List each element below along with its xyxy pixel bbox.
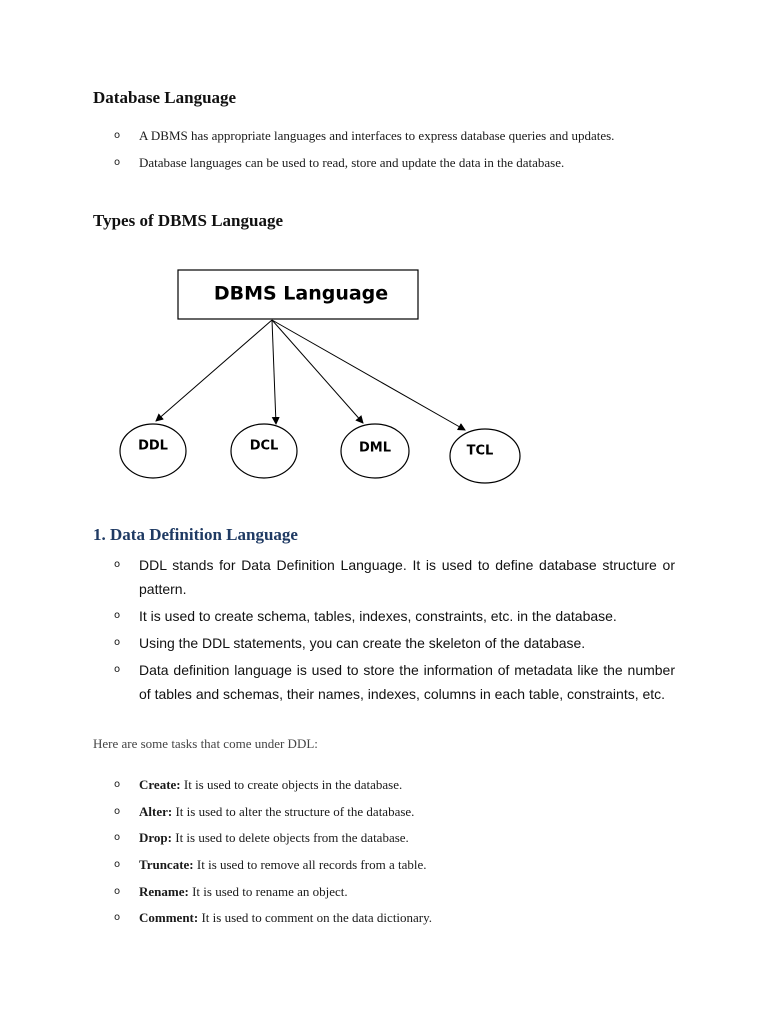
task-description: It is used to rename an object. [192,883,348,899]
task-description: It is used to create objects in the database. [183,777,403,792]
dcl-label: DCL [249,438,279,454]
bullet-marker: o [114,859,121,871]
task-term: Rename: [139,883,189,899]
bullet-text: Using the DDL statements, you can create the skeleton of the database. [139,635,586,651]
arrow-to-tcl [272,320,465,430]
task-description: It is used to remove all records from a table. [196,857,427,873]
task-description: It is used to comment on the data dictionary. [201,910,433,926]
tcl-label: TCL [466,443,494,459]
task-term: Create: [139,777,181,792]
task-term: Comment: [139,910,199,926]
dbms-language-diagram [0,0,768,500]
arrow-to-ddl [156,320,272,421]
ddl-tasks-list [114,776,675,936]
list-item [114,553,675,601]
root-label: DBMS Language [213,282,389,305]
bullet-marker: o [114,832,121,844]
bullet-text: A DBMS has appropriate languages and interfaces to express database queries and updates. [139,128,615,143]
arrow-to-dcl [272,320,276,424]
ddl-bullets [114,553,675,709]
list-item [114,658,675,706]
list-item [114,829,675,847]
bullet-marker: o [114,157,121,168]
bullet-marker: o [114,637,121,648]
bullet-marker: o [114,664,121,675]
list-item [114,631,675,655]
heading-data-definition-language: 1. Data Definition Language [93,525,298,544]
ddl-label: DDL [138,438,168,454]
ddl-tasks-intro: Here are some tasks that come under DDL: [93,736,318,751]
task-term: Truncate: [139,857,194,873]
list-item [114,883,675,901]
bullet-text: Data definition language is used to store the information of metadata like the number of tables and schemas, their names, indexes, columns in each table, constraints, etc. [139,662,675,702]
bullet-marker: o [114,805,121,817]
bullet-marker: o [114,130,121,141]
bullet-text: Database languages can be used to read, store and update the data in the database. [139,155,565,170]
task-description: It is used to delete objects from the database. [175,830,409,846]
list-item [114,909,675,927]
task-description: It is used to alter the structure of the database. [175,803,415,819]
list-item [114,776,675,794]
bullet-text: It is used to create schema, tables, indexes, constraints, etc. in the database. [139,608,617,624]
bullet-marker: o [114,912,121,924]
task-term: Alter: [139,803,173,819]
list-item [114,856,675,874]
bullet-marker: o [114,559,121,570]
list-item [114,803,675,821]
bullet-text: DDL stands for Data Definition Language. It is used to define database structure or pattern. [139,557,675,597]
task-term: Drop: [139,830,172,846]
bullet-marker: o [114,885,121,897]
list-item [114,604,675,628]
heading-database-language: Database Language [93,88,237,107]
arrow-to-dml [272,320,363,423]
bullet-marker: o [114,779,121,790]
dml-label: DML [358,440,392,456]
heading-types-of-dbms-language: Types of DBMS Language [93,211,284,230]
bullet-marker: o [114,610,121,621]
